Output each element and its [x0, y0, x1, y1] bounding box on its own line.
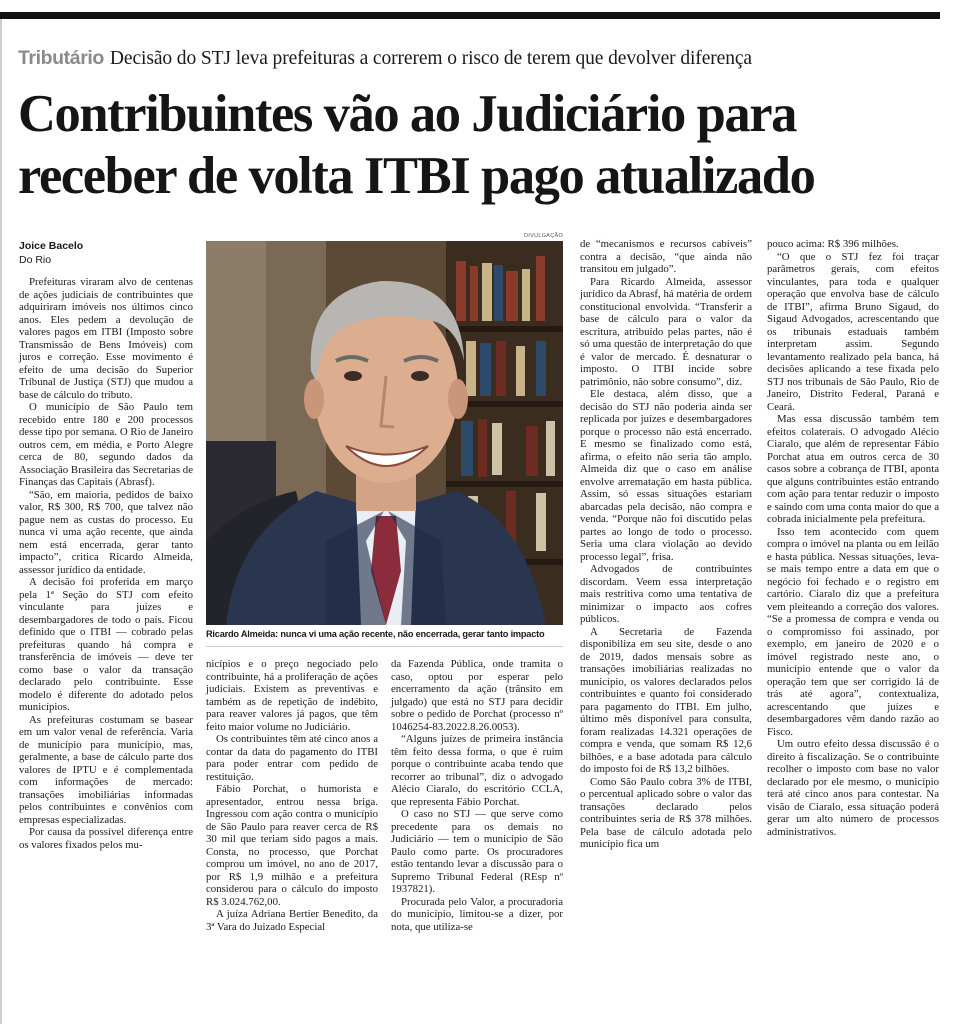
column-5 [767, 238, 939, 838]
paragraph: Procurada pelo Valor, a procuradoria do município, limitou-se a dizer, por nota, que utiliza-se [391, 895, 563, 933]
portrait-image [206, 241, 563, 625]
column-1 [19, 276, 193, 851]
paragraph: Advogados de contribuintes discordam. Veem essa interpretação mais restritiva como uma tentativa de minimizar o impacto aos cofres públicos. [580, 563, 752, 625]
paragraph: “São, em maioria, pedidos de baixo valor, R$ 300, R$ 700, que talvez não pague nem as custas do processo. Eu nunca vi uma ação recente, que ainda nem está encerrada, gerar tanto impacto”, critica Ricardo Almeida, assessor jurídico da entidade. [19, 488, 193, 576]
column-4 [580, 238, 752, 851]
author-location: Do Rio [19, 254, 52, 266]
section-label: Tributário [18, 47, 104, 69]
photo-caption: Ricardo Almeida: nunca vi uma ação recente, não encerrada, gerar tanto impacto [206, 629, 545, 639]
paragraph: A decisão foi proferida em março pela 1ª Seção do STJ com efeito vinculante para juízes e desembargadores de todo o país. Ficou definido que o ITBI — cobrado pelas prefeituras quando há compra e transferência de imóveis — deve ter como base o valor da transação declarado pelo contribuinte. Esse modelo é diferente do adotado pelos municípios. [19, 576, 193, 713]
paragraph: Isso tem acontecido com quem compra o imóvel na planta ou em leilão e hasta pública. Nessas situações, leva-se mais tempo entre a data em que o negócio foi fechado e o registro em cartório. Ciaralo diz que a prefeitura vem pleiteando a correção dos valores. “Se a promessa de compra e venda ou o compromisso foi assinado, por exemplo, em janeiro de 2020 e o imóvel registrado neste ano, o município entende que o valor da operação tem que ser corrigido lá de trás até agora”, contextualiza, acrescentando que juízes e desembargadores vêm dando razão ao Fisco. [767, 525, 939, 738]
paragraph: A Secretaria de Fazenda disponibiliza em seu site, desde o ano de 2019, dados mensais sobre as transações imobiliárias realizadas no município, os valores declarados pelos contribuintes e quanto foi considerado para pagamento do ITBI. Em julho, último mês disponível para consulta, foram realizadas 14.321 operações de compra e venda, que somam R$ 12,6 bilhões, e a base adotada para cálculo do imposto foi de R$ 13,2 bilhões. [580, 625, 752, 775]
headline: Contribuintes vão ao Judiciário para receber de volta ITBI pago atualizado [18, 85, 815, 205]
paragraph: “O que o STJ fez foi traçar parâmetros gerais, com efeitos vinculantes, para toda e qualquer operação que envolva base de cálculo de ITBI”, afirma Bruno Sigaud, do Sigaud Advogados, acrescentando que os tribunais estaduais também interpretam assim. Segundo levantamento realizado pela banca, há decisões aplicando a tese fixada pelo STJ nos tribunais de São Paulo, Rio de Janeiro, Distrito Federal, Paraná e Ceará. [767, 250, 939, 413]
left-margin-line [0, 19, 2, 1024]
paragraph: Como São Paulo cobra 3% de ITBI, o percentual aplicado sobre o valor das transações declarado pelos contribuintes seria de R$ 378 milhões. Pela base de cálculo adotada pelo município fica um [580, 775, 752, 850]
kicker [18, 47, 752, 70]
paragraph: As prefeituras costumam se basear em um valor venal de referência. Varia de município para município, mas, geralmente, a base de cálculo parte dos valores de IPTU e é complementada com informações de mercado: transações imobiliárias informadas pelos contribuintes e convênios com empresas especializadas. [19, 713, 193, 826]
author-name: Joice Bacelo [19, 240, 84, 252]
paragraph: da Fazenda Pública, onde tramita o caso, optou por esperar pelo encerramento da ação (trânsito em julgado) que está no STJ para decidir sobre o pedido de Porchat (processo nº 1046254-83.2022.8.26.0053). [391, 658, 563, 733]
paragraph: O município de São Paulo tem recebido entre 180 e 200 processos desse tipo por semana. O Rio de Janeiro outros cem, em média, e Porto Alegre cerca de 80, segundo dados da Associação Brasileira das Secretarias de Finanças das Capitais (Abrasf). [19, 401, 193, 488]
byline [19, 239, 83, 267]
paragraph: “Alguns juízes de primeira instância têm feito dessa forma, o que é ruim porque o contribuinte acaba tendo que recorrer ao tribunal”, diz o advogado Alécio Ciaralo, do escritório CCLA, que representa Fábio Porchat. [391, 733, 563, 808]
paragraph: nicípios e o preço negociado pelo contribuinte, há a proliferação de ações judiciais. Existem as preventivas e também as de repetição de indébito, para reaver valores já pagos, que têm feito maior volume no Judiciário. [206, 658, 378, 733]
paragraph: pouco acima: R$ 396 milhões. [767, 238, 899, 250]
paragraph: A juíza Adriana Bertier Benedito, da 3ª Vara do Juizado Especial [206, 908, 378, 933]
paragraph: O caso no STJ — que serve como precedente para os demais no Judiciário — tem o município de São Paulo como parte. Os procuradores estão tentando levar a discussão para o Supremo Tribunal Federal (REsp nº 1937821). [391, 808, 563, 895]
photo-credit: DIVULGAÇÃO [524, 233, 564, 239]
paragraph: de “mecanismos e recursos cabíveis” contra a decisão, “que ainda não transitou em julgado”. [580, 238, 752, 275]
column-3 [391, 658, 563, 933]
caption-rule [206, 646, 563, 647]
top-rule [0, 12, 940, 19]
paragraph: Mas essa discussão também tem efeitos colaterais. O advogado Alécio Ciaralo, que além de representar Fábio Porchat atua em outros cerca de 30 casos sobre a cobrança de ITBI, aponta que alguns contribuintes estão entrando com ação para tentar reduzir o imposto e saindo com uma conta maior do que a cobrada inicialmente pela prefeitura. [767, 413, 939, 525]
kicker-text: Decisão do STJ leva prefeituras a correrem o risco de terem que devolver diferença [109, 48, 752, 69]
paragraph: Para Ricardo Almeida, assessor jurídico da Abrasf, há matéria de ordem constitucional envolvida. “Transferir a base de cálculo para o valor da escritura, atribuído pelas partes, não é só uma questão de interpretação do que é valor de mercado. É desnaturar o imposto. O ITBI incide sobre patrimônio, não sobre consumo”, diz. [580, 275, 752, 388]
paragraph: Fábio Porchat, o humorista e apresentador, entrou nessa briga. Ingressou com ação contra o município de São Paulo para reaver cerca de R$ 30 mil que teriam sido pagos a mais. Consta, no processo, que Porchat comprou um imóvel, no ano de 2017, por R$ 1,9 milhão e a prefeitura considerou para o cálculo do imposto R$ 3.024.762,00. [206, 783, 378, 908]
column-2 [206, 658, 378, 933]
paragraph: Prefeituras viraram alvo de centenas de ações judiciais de contribuintes que adquiriram imóveis nos últimos cinco anos. Eles pedem a devolução de valores pagos em ITBI (Imposto sobre Transmissão de Bens Imóveis) com juros e correção. Esse movimento é efeito de uma decisão do Superior Tribunal de Justiça (STJ) que mudou a base de cálculo do tributo. [19, 276, 193, 401]
paragraph: Os contribuintes têm até cinco anos a contar da data do pagamento do ITBI para poder entrar com pedido de restituição. [206, 733, 378, 783]
paragraph: Ele destaca, além disso, que a decisão do STJ não poderia ainda ser replicada por juízes e desembargadores porque o processo não está encerrado. E mesmo se finalizado como está, afirma, o efeito não seria tão amplo. Almeida diz que o caso em análise envolve arrematação em hasta pública. Assim, só essas situações estariam abarcadas pela decisão, não compra e venda. “Porque não foi discutido pelas partes ao longo de todo o processo. Seria uma clara violação ao devido processo legal”, frisa. [580, 388, 752, 563]
photo-ricardo-almeida [206, 241, 563, 625]
paragraph: Um outro efeito dessa discussão é o direito à fiscalização. Se o contribuinte recolher o imposto com base no valor declarado por ele mesmo, o município terá até cinco anos para contestar. Na visão de Ciaralo, essa situação poderá gerar um alto número de processos administrativos. [767, 738, 939, 838]
paragraph: Por causa da possível diferença entre os valores fixados pelos mu- [19, 826, 193, 851]
